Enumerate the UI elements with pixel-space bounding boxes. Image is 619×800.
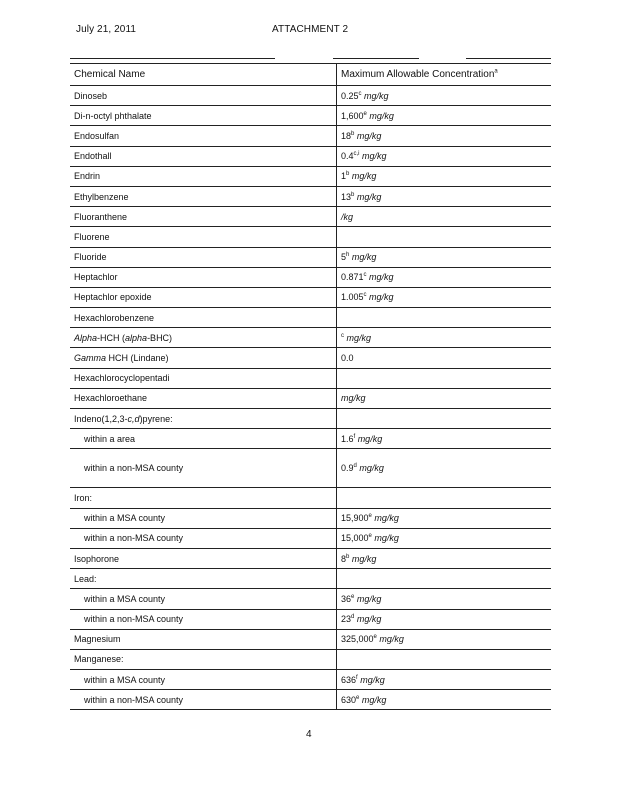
chemical-name-cell [70, 207, 337, 227]
unit-label: mg/kg [344, 332, 372, 343]
concentration-cell [337, 629, 552, 649]
chemical-name-part: Alpha [74, 332, 98, 343]
footnote-marker: d [353, 463, 357, 470]
concentration-value: 36 [341, 593, 352, 604]
table-row [70, 287, 551, 307]
concentration-value: 0.25 [341, 90, 359, 101]
table-row [70, 166, 551, 186]
table-row [70, 227, 551, 247]
footnote-marker: e [373, 634, 377, 641]
footnote-marker: e [368, 533, 372, 540]
chemical-name-part: Ethylbenzene [74, 191, 129, 202]
chemical-name-part: )pyrene: [139, 413, 173, 424]
chemical-name-part: Hexachlorobenzene [74, 312, 155, 323]
unit-label: /kg [341, 211, 354, 222]
concentration-value: 1 [341, 171, 347, 182]
table-row [70, 86, 551, 106]
table-row [70, 328, 551, 348]
table-row [70, 308, 551, 328]
chemical-name-part: with [84, 463, 101, 474]
footnote-marker: b [346, 553, 350, 560]
chemical-name-part: within a MSA county [84, 513, 166, 524]
chemical-name-cell [70, 670, 337, 690]
concentration-value: 0.871 [341, 272, 364, 283]
header-date: July 21, 2011 [76, 24, 137, 35]
footnote-marker: d [351, 614, 355, 621]
chemical-table [70, 63, 551, 710]
chemical-name-cell [70, 409, 337, 429]
chemical-name-cell [70, 690, 337, 710]
concentration-cell [337, 690, 552, 710]
concentration-value: 325,000 [341, 634, 374, 645]
table-row [70, 508, 551, 528]
table-row [70, 649, 551, 669]
unit-label: mg/kg [366, 272, 394, 283]
chemical-name-cell [70, 629, 337, 649]
unit-label: mg/kg [359, 694, 387, 705]
concentration-cell [337, 207, 552, 227]
chemical-name-part: Hexachloroethane [74, 393, 148, 404]
chemical-name-part: within a non-MSA county [84, 533, 184, 544]
chemical-name-part: Heptachlor epoxide [74, 292, 152, 303]
table-row [70, 146, 551, 166]
unit-label: mg/kg [355, 433, 383, 444]
unit-label: mg/kg [341, 393, 366, 404]
concentration-cell [337, 166, 552, 186]
table-row [70, 368, 551, 388]
chemical-name-part: Fluoride [74, 252, 107, 263]
table-row [70, 589, 551, 609]
unit-label: mg/kg [354, 593, 382, 604]
concentration-cell [337, 449, 552, 488]
concentration-cell [337, 287, 552, 307]
chemical-name-cell [70, 368, 337, 388]
chemical-name-cell [70, 528, 337, 548]
unit-label: mg/kg [354, 614, 382, 625]
chemical-name-cell [70, 227, 337, 247]
table-row [70, 267, 551, 287]
unit-label: mg/kg [366, 110, 394, 121]
table-row [70, 629, 551, 649]
concentration-cell [337, 348, 552, 368]
chemical-name-part: Fluoranthene [74, 211, 128, 222]
concentration-cell [337, 368, 552, 388]
unit-label: mg/kg [349, 553, 377, 564]
chemical-name-part: Heptachlor [74, 272, 118, 283]
chemical-name-part: Gamma [74, 353, 107, 364]
concentration-value: 13 [341, 191, 352, 202]
footnote-marker: b [351, 191, 355, 198]
table-row [70, 670, 551, 690]
footnote-marker: h [346, 252, 350, 259]
table-row [70, 186, 551, 206]
concentration-value: 1,600 [341, 110, 364, 121]
table-row [70, 528, 551, 548]
scan-rule [70, 58, 275, 59]
chemical-name-part: -BHC) [147, 332, 173, 343]
chemical-name-cell [70, 126, 337, 146]
chemical-name-cell [70, 146, 337, 166]
table-row [70, 548, 551, 568]
concentration-cell [337, 409, 552, 429]
footnote-marker: e [351, 593, 355, 600]
chemical-name-part: Endrin [74, 171, 101, 182]
chemical-name-cell [70, 569, 337, 589]
unit-label: mg/kg [361, 90, 389, 101]
chemical-name-part: Di-n-octyl phthalate [74, 110, 152, 121]
chemical-name-part: Manganese: [74, 654, 124, 665]
footnote-marker: e [356, 694, 360, 701]
chemical-name-part: area [114, 433, 136, 444]
footnote-marker: f [353, 433, 356, 440]
chemical-name-cell [70, 287, 337, 307]
chemical-name-part: Lead: [74, 573, 97, 584]
footnote-marker: f [356, 674, 358, 681]
chemical-name-part: Dinoseb [74, 90, 108, 101]
concentration-value: 8 [341, 553, 347, 564]
footnote-marker: c [363, 292, 367, 299]
concentration-value: 0.9 [341, 463, 354, 474]
table-row [70, 409, 551, 429]
concentration-cell [337, 429, 552, 449]
concentration-cell [337, 247, 552, 267]
chemical-name-part: alpha [125, 332, 148, 343]
unit-label: mg/kg [371, 513, 399, 524]
scan-rule [333, 58, 419, 59]
chemical-name-cell [70, 508, 337, 528]
table-row [70, 488, 551, 508]
concentration-value: 630 [341, 694, 357, 705]
chemical-name-cell [70, 649, 337, 669]
unit-label: mg/kg [349, 252, 377, 263]
table-row [70, 690, 551, 710]
chemical-name-part: HCH (Lindane) [106, 353, 169, 364]
chemical-name-cell [70, 589, 337, 609]
header-attachment: ATTACHMENT 2 [272, 24, 349, 35]
concentration-value: 1.6 [341, 433, 354, 444]
footnote-marker: c [341, 332, 344, 339]
concentration-value: 15,900 [341, 513, 369, 524]
footnote-marker: e [363, 110, 367, 117]
concentration-value: 636 [341, 674, 357, 685]
chemical-name-cell [70, 488, 337, 508]
column-header-chemical: Chemical Name [70, 64, 337, 86]
unit-label: mg/kg [349, 171, 377, 182]
unit-label: mg/kg [357, 674, 385, 685]
chemical-name-part: in a non-MSA county [100, 463, 184, 474]
chemical-name-cell [70, 106, 337, 126]
concentration-cell [337, 609, 552, 629]
chemical-name-part: within a MSA county [84, 593, 166, 604]
unit-label: mg/kg [354, 191, 382, 202]
table-header-row [70, 64, 551, 86]
page-number: 4 [306, 729, 312, 740]
concentration-cell [337, 86, 552, 106]
concentration-cell [337, 227, 552, 247]
table-row [70, 126, 551, 146]
chemical-name-part: within a non-MSA county [84, 614, 184, 625]
column-header-concentration [337, 64, 552, 86]
chemical-name-cell [70, 388, 337, 408]
footnote-marker: c [358, 90, 362, 97]
concentration-cell [337, 388, 552, 408]
concentration-cell [337, 589, 552, 609]
chemical-name-cell [70, 308, 337, 328]
chemical-name-part: Endothall [74, 151, 112, 162]
unit-label: mg/kg [354, 130, 382, 141]
table-row [70, 569, 551, 589]
chemical-name-part: -HCH ( [97, 332, 126, 343]
concentration-value: 0.4 [341, 151, 354, 162]
chemical-name-cell [70, 348, 337, 368]
chemical-name-cell [70, 166, 337, 186]
footnote-marker: b [346, 171, 350, 178]
chemical-name-cell [70, 548, 337, 568]
concentration-value: 1.005 [341, 292, 364, 303]
chemical-name-cell [70, 186, 337, 206]
concentration-cell [337, 569, 552, 589]
table-row [70, 247, 551, 267]
concentration-value: 0.0 [341, 353, 354, 364]
table-row [70, 449, 551, 488]
concentration-cell [337, 146, 552, 166]
chemical-name-cell [70, 449, 337, 488]
chemical-name-part: Endosulfan [74, 130, 120, 141]
unit-label: mg/kg [371, 533, 399, 544]
concentration-value: 23 [341, 614, 352, 625]
chemical-name-part: Iron: [74, 492, 93, 503]
chemical-name-cell [70, 267, 337, 287]
concentration-value: 5 [341, 252, 347, 263]
concentration-cell [337, 670, 552, 690]
concentration-cell [337, 488, 552, 508]
chemical-name-part: c,d [127, 413, 140, 424]
footnote-marker: e [368, 513, 372, 520]
chemical-name-cell [70, 247, 337, 267]
concentration-cell [337, 548, 552, 568]
concentration-value: 18 [341, 130, 352, 141]
table-row [70, 106, 551, 126]
column-header-concentration-text: Maximum Allowable Concentration [341, 69, 495, 80]
unit-label: mg/kg [366, 292, 394, 303]
concentration-cell [337, 267, 552, 287]
chemical-name-cell [70, 328, 337, 348]
footnote-marker: c [363, 272, 367, 279]
chemical-name-part: within a [84, 433, 115, 444]
chemical-name-cell [70, 86, 337, 106]
chemical-name-part: Fluorene [74, 231, 110, 242]
concentration-cell [337, 328, 552, 348]
table-row [70, 388, 551, 408]
concentration-value: 15,000 [341, 533, 369, 544]
footnote-marker: b [351, 130, 355, 137]
chemical-name-part: within a MSA county [84, 674, 166, 685]
chemical-name-cell [70, 429, 337, 449]
scan-rule [466, 58, 551, 59]
concentration-cell [337, 308, 552, 328]
footnote-marker: c,i [353, 151, 360, 158]
table-row [70, 348, 551, 368]
chemical-name-part: Isophorone [74, 553, 120, 564]
concentration-cell [337, 649, 552, 669]
column-header-footnote: a [494, 68, 498, 75]
concentration-cell [337, 508, 552, 528]
chemical-name-part: within a non-MSA county [84, 694, 184, 705]
concentration-cell [337, 126, 552, 146]
chemical-name-part: Indeno(1,2,3- [74, 413, 128, 424]
table-row [70, 609, 551, 629]
chemical-name-part: Hexachlorocyclopentadi [74, 373, 170, 384]
concentration-cell [337, 528, 552, 548]
table-row [70, 207, 551, 227]
unit-label: mg/kg [359, 151, 387, 162]
unit-label: mg/kg [356, 463, 384, 474]
unit-label: mg/kg [376, 634, 404, 645]
chemical-name-part: Magnesium [74, 634, 121, 645]
table-row [70, 429, 551, 449]
chemical-name-cell [70, 609, 337, 629]
concentration-cell [337, 186, 552, 206]
concentration-cell [337, 106, 552, 126]
